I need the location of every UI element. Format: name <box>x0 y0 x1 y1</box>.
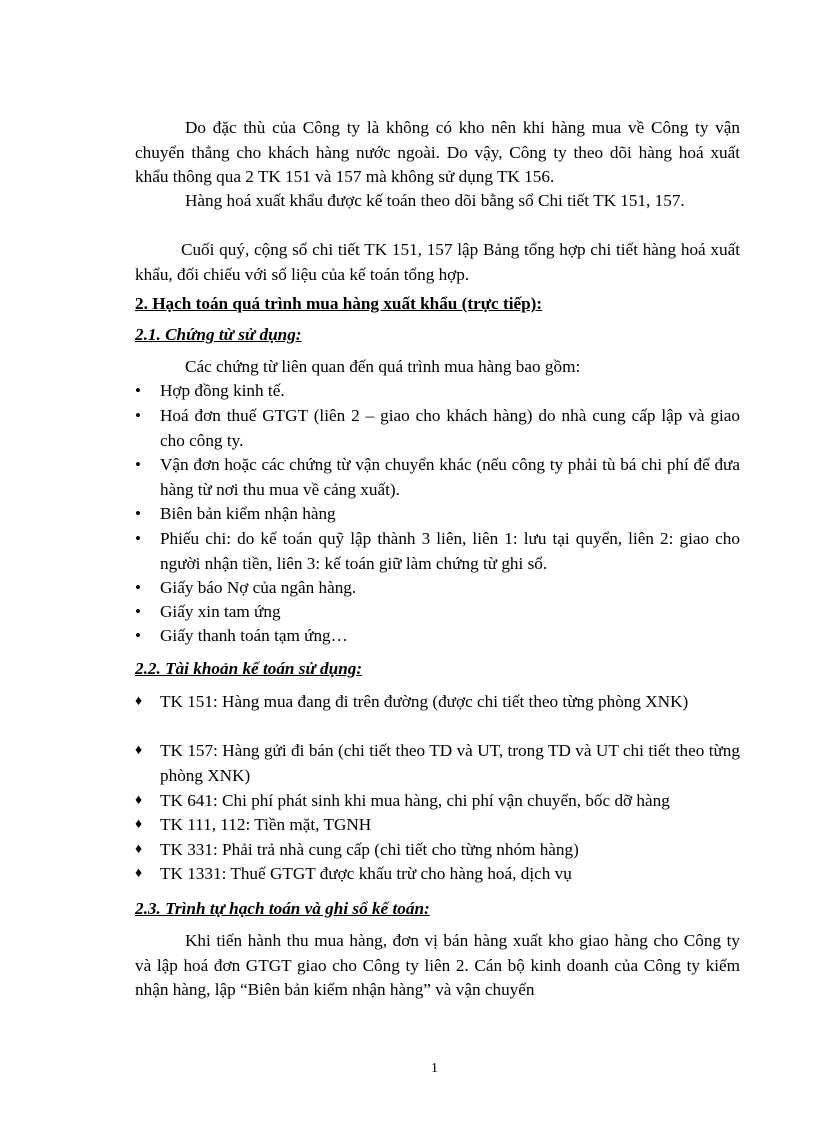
list-item <box>135 624 740 649</box>
bullet-icon: • <box>135 504 141 523</box>
list-item <box>135 862 740 887</box>
list-item-text: TK 331: Phải trả nhà cung cấp (chi tiết cho từng nhóm hàng) <box>160 840 579 859</box>
diamond-bullet-icon: ♦ <box>135 743 143 758</box>
diamond-bullet-icon: ♦ <box>135 793 143 808</box>
list-item-text: Biên bản kiểm nhận hàng <box>160 504 336 523</box>
section-2-heading: 2. Hạch toán quá trình mua hàng xuất khẩu (trực tiếp): <box>135 294 543 313</box>
list-item <box>135 379 740 404</box>
list-item-text: Giấy báo Nợ của ngân hàng. <box>160 578 357 597</box>
list-item-text: TK 151: Hàng mua đang đi trên đường (được chi tiết theo từng phòng XNK) <box>160 692 689 711</box>
paragraph-1: Do đặc thù của Công ty là không có kho nên khi hàng mua về Công ty vận chuyển thẳng cho khách hàng nước ngoài. Do vậy, Công ty theo dõi hàng hoá xuất khẩu thông qua 2 TK 151 và 157 mà không sử dụng TK 156. <box>135 118 740 186</box>
paragraph-3: Cuối quý, cộng sổ chi tiết TK 151, 157 lập Bảng tổng hợp chi tiết hàng hoá xuất khẩu, đối chiếu với số liệu của kế toán tổng hợp. <box>135 240 740 284</box>
list-item-text: TK 157: Hàng gửi đi bán (chi tiết theo TD và UT, trong TD và UT chi tiết theo từng phòng XNK) <box>160 741 740 785</box>
diamond-bullet-icon: ♦ <box>135 817 143 832</box>
list-item <box>135 838 740 863</box>
section-2-3-paragraph: Khi tiến hành thu mua hàng, đơn vị bán hàng xuất kho giao hàng cho Công ty và lập hoá đơn GTGT giao cho Công ty liên 2. Cán bộ kinh doanh của Công ty kiểm nhận hàng, lập “Biên bản kiểm nhận hàng” và vận chuyển <box>135 931 740 999</box>
bullet-icon: • <box>135 602 141 621</box>
list-item <box>135 739 740 788</box>
list-item-text: Phiếu chi: do kế toán quỹ lập thành 3 liên, liên 1: lưu tại quyển, liên 2: giao cho người nhận tiền, liên 3: kế toán giữ làm chứng từ ghi sổ. <box>160 529 740 573</box>
list-item <box>135 813 740 838</box>
list-item <box>135 502 740 527</box>
list-item-text: Hợp đồng kinh tế. <box>160 381 285 400</box>
list-item <box>135 527 740 576</box>
list-item <box>135 789 740 814</box>
list-item <box>135 600 740 625</box>
list-item-text: TK 111, 112: Tiền mặt, TGNH <box>160 815 372 834</box>
diamond-bullet-icon: ♦ <box>135 842 143 857</box>
section-2-1-intro: Các chứng từ liên quan đến quá trình mua hàng bao gồm: <box>185 357 581 376</box>
bullet-icon: • <box>135 455 141 474</box>
diamond-bullet-icon: ♦ <box>135 694 143 709</box>
list-item-text: Vận đơn hoặc các chứng từ vận chuyển khác (nếu công ty phải tù bá chi phí để đưa hàng từ nơi thu mua về cảng xuất). <box>160 455 740 499</box>
page-number: 1 <box>431 1061 438 1076</box>
list-item-text: Hoá đơn thuế GTGT (liên 2 – giao cho khách hàng) do nhà cung cấp lập và giao cho công ty. <box>160 406 740 450</box>
bullet-icon: • <box>135 626 141 645</box>
diamond-bullet-icon: ♦ <box>135 866 143 881</box>
section-2-3-heading: 2.3. Trình tự hạch toán và ghi sổ kế toán: <box>135 899 430 918</box>
section-2-1-heading: 2.1. Chứng từ sử dụng: <box>135 325 302 344</box>
list-item <box>135 453 740 502</box>
bullet-icon: • <box>135 529 141 548</box>
bullet-icon: • <box>135 381 141 400</box>
bullet-icon: • <box>135 578 141 597</box>
section-2-2-heading: 2.2. Tài khoản kế toán sử dụng: <box>135 659 363 678</box>
list-item <box>135 404 740 453</box>
list-item-text: TK 641: Chi phí phát sinh khi mua hàng, chi phí vận chuyển, bốc dỡ hàng <box>160 791 670 810</box>
list-item-text: TK 1331: Thuế GTGT được khấu trừ cho hàng hoá, dịch vụ <box>160 864 572 883</box>
paragraph-2: Hàng hoá xuất khẩu được kế toán theo dõi bằng sổ Chi tiết TK 151, 157. <box>185 191 685 210</box>
bullet-icon: • <box>135 406 141 425</box>
list-item-text: Giấy thanh toán tạm ứng… <box>160 626 348 645</box>
list-item-text: Giấy xin tam ứng <box>160 602 281 621</box>
list-item <box>135 576 740 601</box>
list-item <box>135 690 740 715</box>
